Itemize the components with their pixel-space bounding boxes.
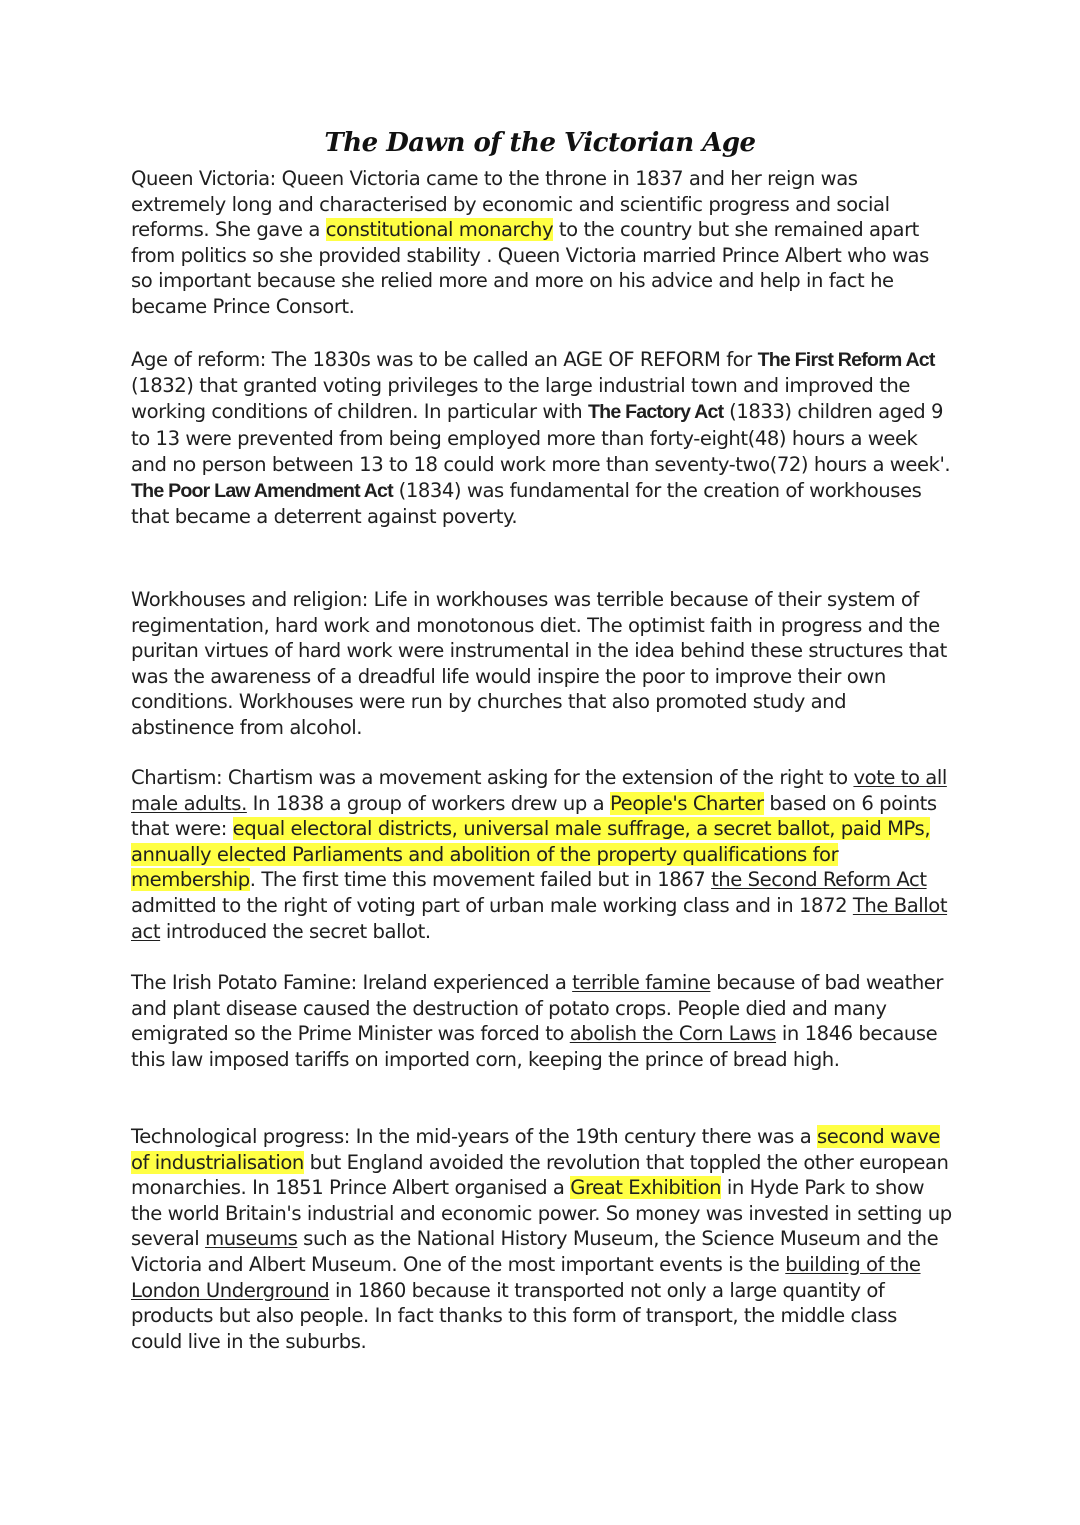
text-span: admitted to the right of voting part of urban male working class and in 1872 — [131, 893, 853, 917]
text-span: (1832) that granted voting privileges to the large industrial town and improved the working conditions of children. In particular with — [131, 374, 911, 424]
text-span: Workhouses and religion: Life in workhouses was terrible because of their system of regimentation, hard work and monotonous diet. The optimist faith in progress and the puritan virtues of hard work were instrumental in the idea behind these structures that was the awareness of a dreadful life would inspire the poor to improve their own conditions. Workhouses were run by churches that also promoted study and abstinence from alcohol. — [131, 588, 947, 739]
text-span: to the country but she remained apart from politics so she provided stability . Queen Victoria married Prince Albert who was so important because she relied more and more on his advice and help in fact he became Prince Consort. — [131, 218, 929, 318]
text-span: Age of reform: The 1830s was to be called an AGE OF REFORM for — [131, 348, 758, 371]
text-span: . The first time this movement failed but in 1867 — [249, 868, 712, 892]
highlight-great-exhibition: Great Exhibition — [570, 1176, 722, 1200]
underline-ballot-act: The Ballot act — [131, 893, 948, 943]
text-span: such as the National History Museum, the Science Museum and the Victoria and Albert Museum. One of the most important events is the — [131, 1227, 939, 1276]
paragraph-technological-progress — [131, 1124, 953, 1354]
bold-poor-law-amendment-act: The Poor Law Amendment Act — [131, 480, 393, 503]
highlight-peoples-charter: People's Charter — [609, 791, 764, 815]
underline-vote-male-adults: vote to all male adults. — [131, 766, 947, 815]
bold-first-reform-act: The First Reform Act — [757, 349, 935, 371]
text-span: introduced the secret ballot. — [160, 919, 431, 943]
text-span: In 1838 a group of workers drew up a — [246, 791, 610, 815]
underline-corn-laws: abolish the Corn Laws — [569, 1022, 777, 1046]
underline-museums: museums — [205, 1227, 298, 1251]
highlight-six-points: equal electoral districts, universal male suffrage, a secret ballot, paid MPs, annually elected Parliaments and abolition of the property qualifications for membership — [131, 817, 931, 892]
text-span: Chartism: Chartism was a movement asking for the extension of the right to — [131, 766, 854, 789]
highlight-second-wave: second wave of industrialisation — [131, 1125, 940, 1174]
highlight-constitutional-monarchy: constitutional monarchy — [325, 218, 554, 242]
text-span: Technological progress: In the mid-years of the 19th century there was a — [131, 1125, 818, 1148]
underline-terrible-famine: terrible famine — [572, 971, 711, 994]
paragraph-workhouses-religion — [131, 587, 953, 741]
page-title: The Dawn of the Victorian Age — [324, 128, 756, 158]
text-span: in 1860 because it transported not only a large quantity of products but also people. In fact thanks to this form of transport, the middle class could live in the suburbs. — [131, 1278, 897, 1353]
text-span: (1834) was fundamental for the creation of workhouses that became a deterrent against poverty. — [131, 479, 922, 529]
text-span: The Irish Potato Famine: Ireland experienced a — [131, 971, 573, 994]
underline-london-underground: building of the London Underground — [131, 1252, 921, 1302]
text-span: in 1846 because this law imposed tariffs on imported corn, keeping the prince of bread high. — [131, 1022, 938, 1071]
paragraph-irish-potato-famine — [131, 970, 953, 1072]
text-span: because of bad weather and plant disease caused the destruction of potato crops. People died and many emigrated so the Prime Minister was forced to — [131, 971, 944, 1046]
text-span: (1833) children aged 9 to 13 were prevented from being employed more than forty-eight(48) hours a week and no person between 13 to 18 could work more than seventy-two(72) hours a week'. — [131, 400, 951, 476]
paragraph-chartism — [131, 765, 953, 944]
underline-second-reform-act: the Second Reform Act — [711, 868, 927, 892]
text-span: but England avoided the revolution that toppled the other european monarchies. In 1851 Prince Albert organised a — [131, 1150, 949, 1200]
text-span: in Hyde Park to show the world Britain's industrial and economic power. So money was invested in setting up several — [131, 1176, 952, 1251]
paragraph-age-of-reform — [131, 347, 953, 530]
paragraph-queen-victoria — [131, 166, 953, 320]
bold-factory-act: The Factory Act — [587, 401, 724, 424]
text-span: Queen Victoria: Queen Victoria came to the throne in 1837 and her reign was extremely long and characterised by economic and scientific progress and social reforms. She gave a — [131, 167, 890, 242]
text-span: based on 6 points that were: — [131, 791, 937, 841]
